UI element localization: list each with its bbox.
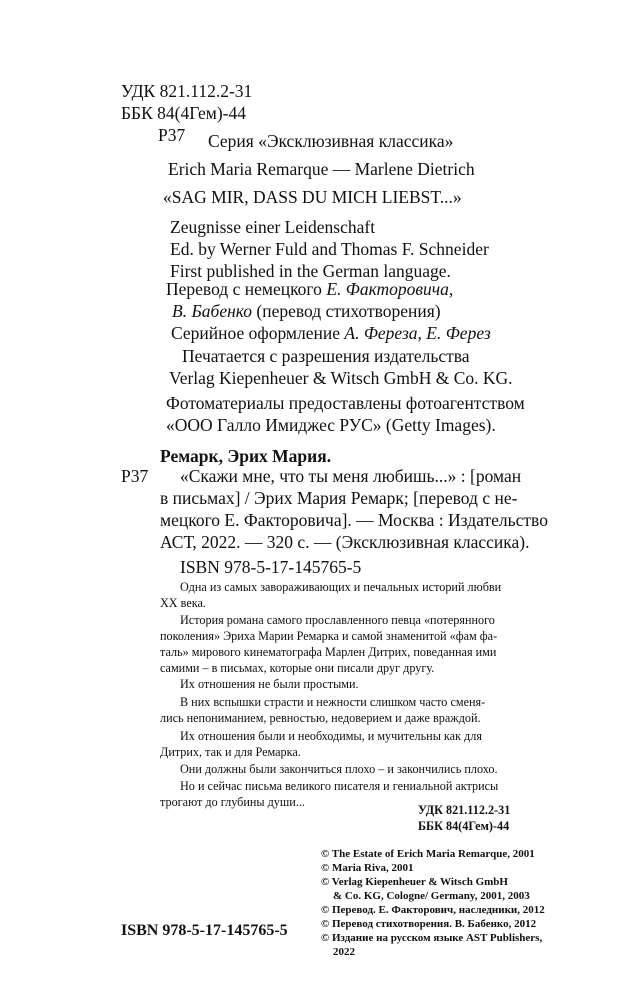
copyright-line: © Перевод. Е. Факторович, наследники, 2012 [321, 904, 545, 916]
original-authors: Erich Maria Remarque — Marlene Dietrich [168, 159, 475, 179]
photos-line-2: «ООО Галло Имиджес РУС» (Getty Images). [166, 415, 496, 435]
original-editors: Ed. by Werner Fuld and Thomas F. Schneider [170, 239, 489, 259]
annotation-line: Дитрих, так и для Ремарка. [160, 745, 301, 759]
poems-translator-name: В. Бабенко [172, 301, 253, 321]
catalog-line: АСТ, 2022. — 320 с. — (Эксклюзивная классика). [160, 532, 530, 552]
permission-line-1: Печатается с разрешения издательства [182, 346, 470, 366]
annotation-line: таль» мирового кинематографа Марлен Дитрих, поведанная ими [160, 645, 497, 659]
design-line [171, 322, 491, 344]
copyright-line: © The Estate of Erich Maria Remarque, 2001 [321, 848, 535, 860]
annotation-line: XX века. [160, 596, 206, 610]
annotation-line: Их отношения были и необходимы, и мучительны как для [180, 729, 482, 743]
series-line: Серия «Эксклюзивная классика» [208, 131, 454, 151]
catalog-code: Р37 [121, 466, 149, 486]
annotation-line: Одна из самых завораживающих и печальных историй любви [180, 580, 502, 594]
original-subtitle: Zeugnisse einer Leidenschaft [170, 217, 376, 237]
annotation-line: Их отношения не были простыми. [180, 677, 359, 691]
catalog-line: «Скажи мне, что ты меня любишь...» : [роман [180, 466, 522, 486]
catalog-line: в письмах] / Эрих Мария Ремарк; [перевод с не- [160, 488, 518, 508]
annotation-line: самими – в письмах, которые они писали друг другу. [160, 661, 435, 675]
designers-names: А. Фереза, Е. Ферез [344, 323, 491, 343]
copyright-line: & Co. KG, Cologne/ Germany, 2001, 2003 [333, 890, 530, 902]
poems-note: (перевод стихотворения) [252, 301, 441, 321]
catalog-author: Ремарк, Эрих Мария. [160, 446, 332, 466]
footer-bbk: ББК 84(4Гем)-44 [418, 819, 510, 833]
translation-line [166, 278, 453, 300]
annotation-line: История романа самого прославленного певца «потерянного [180, 613, 495, 627]
poems-translation-line [172, 300, 441, 322]
footer-udk: УДК 821.112.2-31 [418, 803, 511, 817]
annotation-line: В них вспышки страсти и нежности слишком часто сменя- [180, 695, 486, 709]
copyright-line: © Maria Riva, 2001 [321, 862, 414, 874]
first-published: First published in the German language. [170, 261, 451, 281]
copyright-line: © Verlag Kiepenheuer & Witsch GmbH [321, 876, 508, 888]
copyright-line: © Перевод стихотворения. В. Бабенко, 2012 [321, 918, 537, 930]
annotation-line: трогают до глубины души... [160, 795, 305, 809]
photos-line-1: Фотоматериалы предоставлены фотоагентством [166, 393, 525, 413]
author-mark: Р37 [158, 125, 186, 145]
permission-line-2: Verlag Kiepenheuer & Witsch GmbH & Co. KG. [169, 368, 513, 388]
copyright-line: © Издание на русском языке AST Publishers, [321, 932, 543, 944]
design-prefix: Серийное оформление [171, 323, 345, 343]
bottom-isbn: ISBN 978-5-17-145765-5 [121, 922, 288, 939]
udk-code: УДК 821.112.2-31 [121, 81, 253, 101]
original-title: «SAG MIR, DASS DU MICH LIEBST...» [163, 187, 462, 207]
annotation-line: Они должны были закончиться плохо – и закончились плохо. [180, 762, 498, 776]
annotation-line: лись непониманием, ревностью, недоверием и даже враждой. [160, 711, 481, 725]
annotation-line: Но и сейчас письма великого писателя и гениальной актрисы [180, 779, 499, 793]
translator-name: Е. Факторовича, [326, 279, 454, 299]
copyright-line: 2022 [333, 946, 355, 958]
annotation-line: поколения» Эриха Марии Ремарка и самой знаменитой «фам фа- [160, 629, 498, 643]
bbk-code: ББК 84(4Гем)-44 [121, 103, 247, 123]
translation-prefix: Перевод с немецкого [166, 279, 327, 299]
catalog-isbn: ISBN 978-5-17-145765-5 [180, 557, 362, 577]
catalog-line: мецкого Е. Факторовича]. — Москва : Издательство [160, 510, 548, 530]
